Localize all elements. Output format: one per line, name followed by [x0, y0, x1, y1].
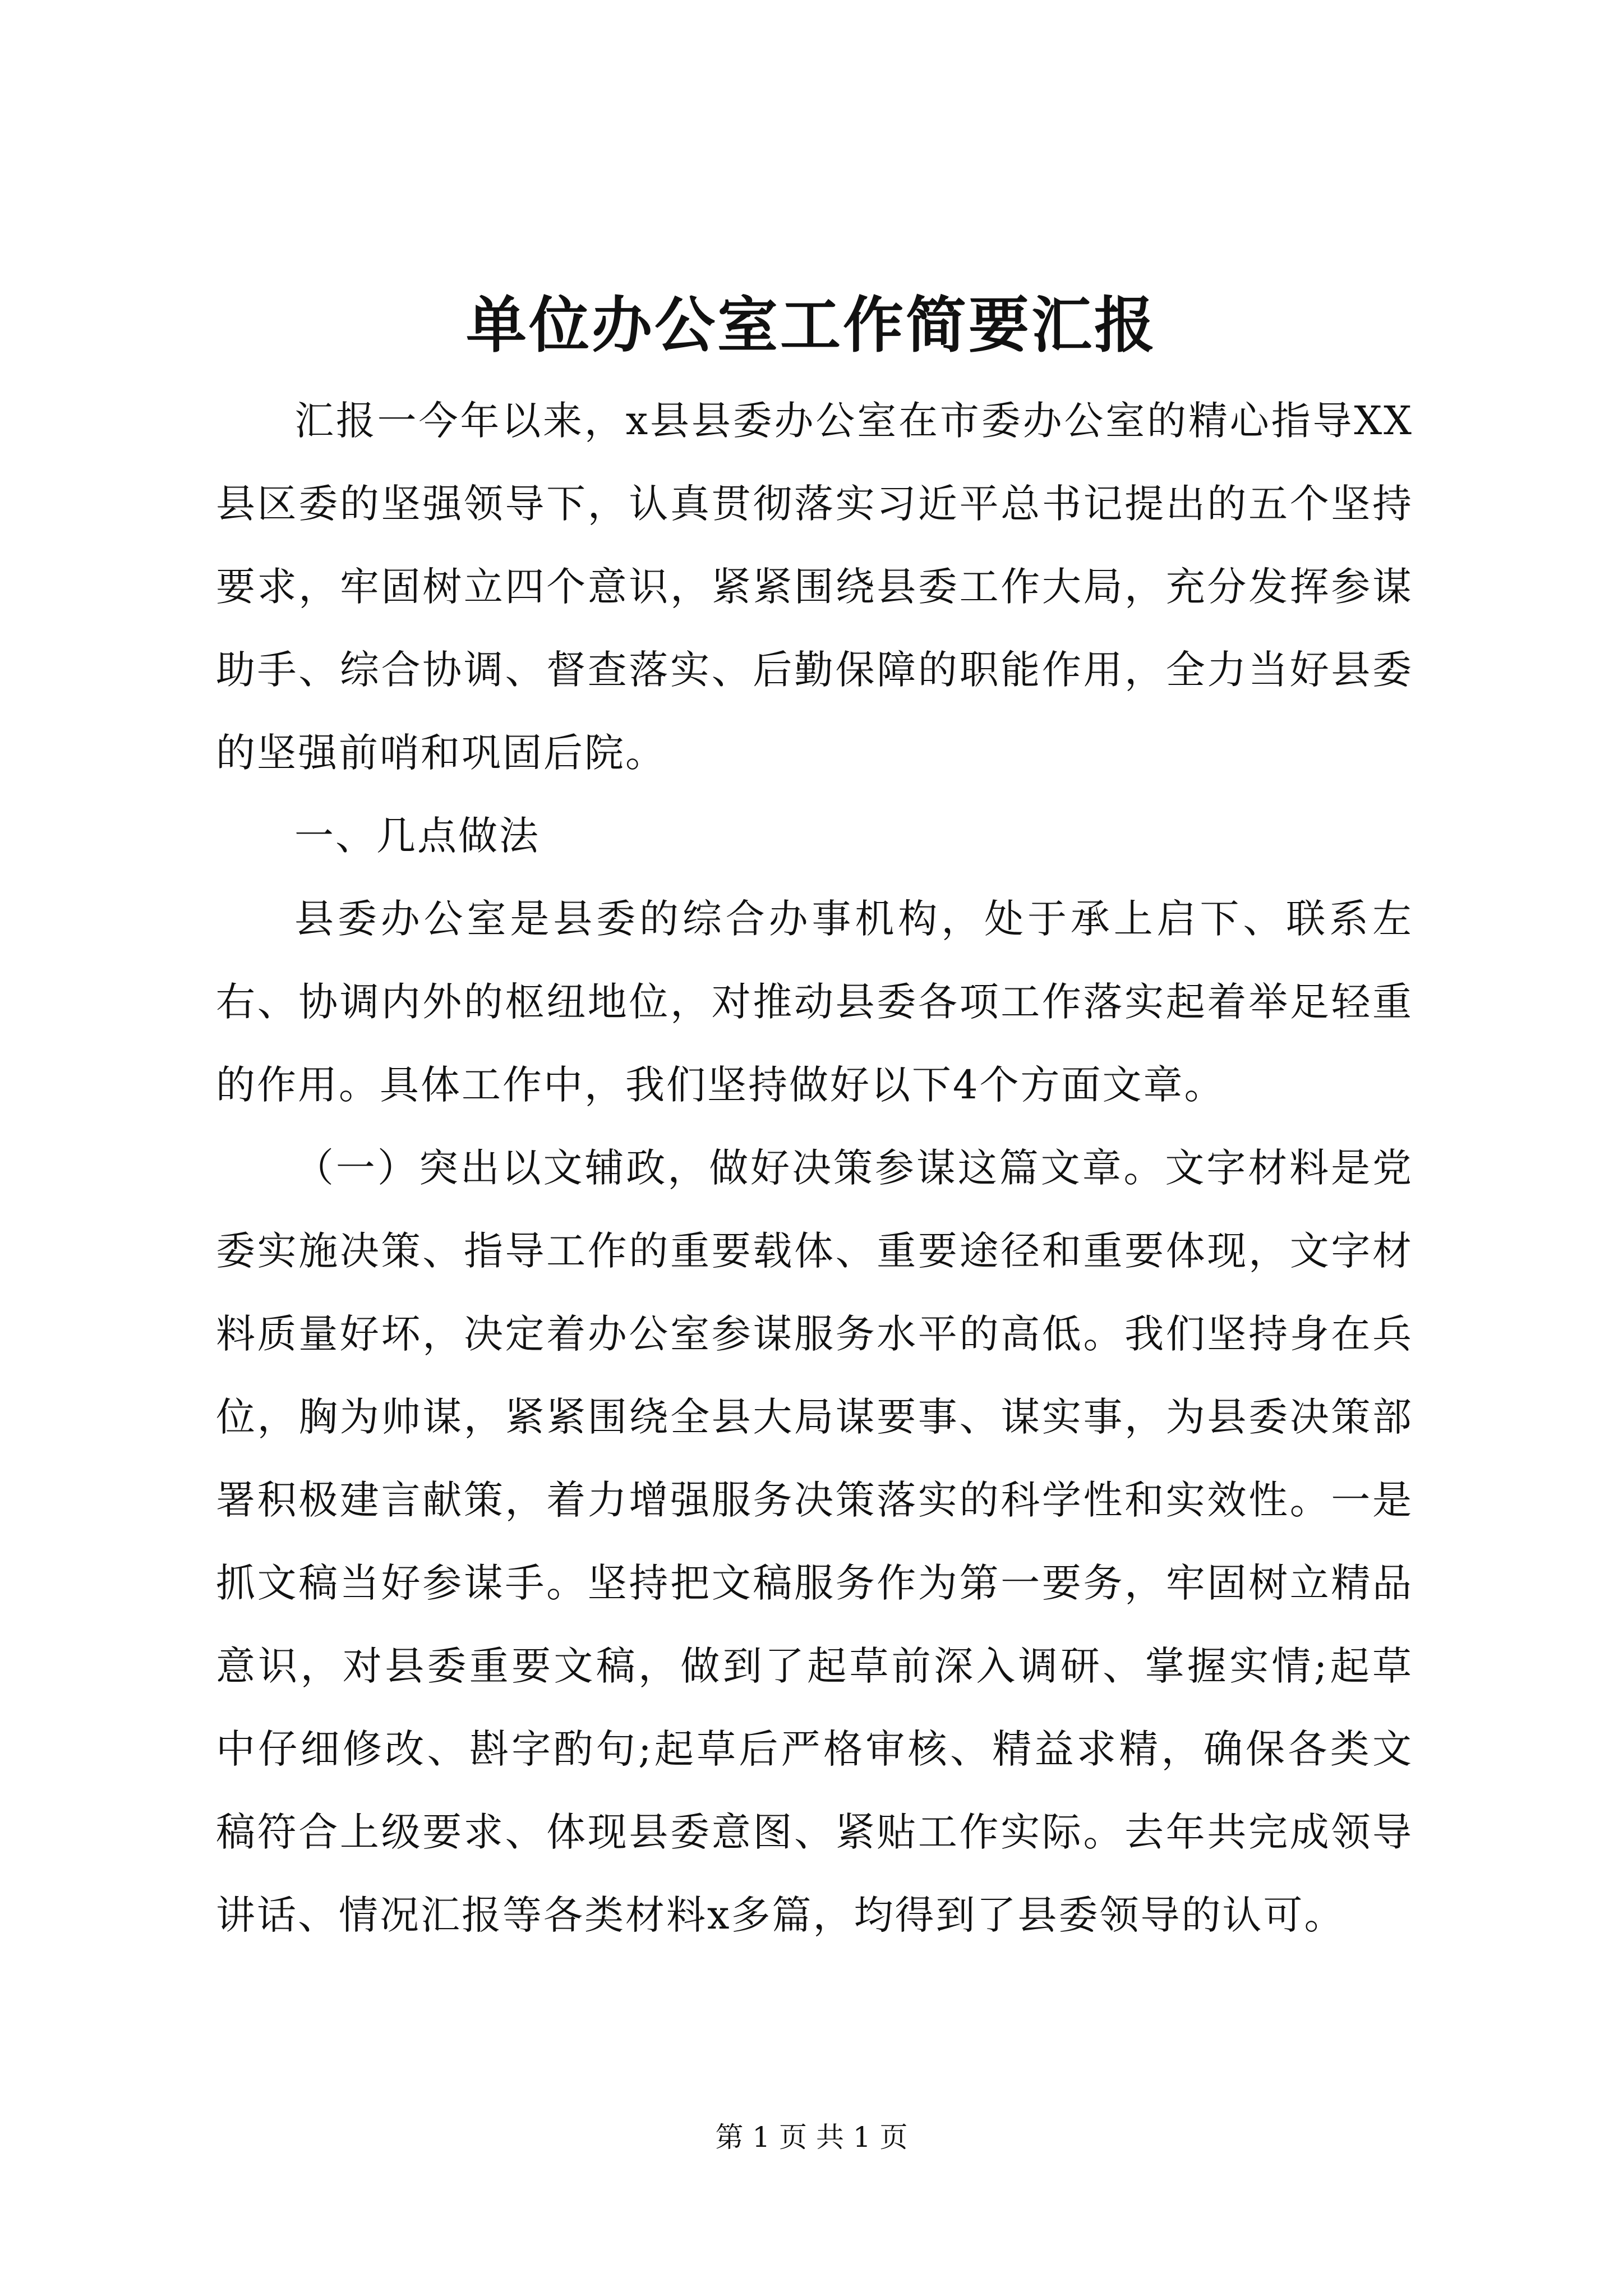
document-body	[216, 379, 1413, 1957]
subsection-paragraph: （一）突出以文辅政，做好决策参谋这篇文章。文字材料是党委实施决策、指导工作的重要载体、重要途径和重要体现，文字材料质量好坏，决定着办公室参谋服务水平的高低。我们坚持身在兵位，胸为帅谋，紧紧围绕全县大局谋要事、谋实事，为县委决策部署积极建言献策，着力增强服务决策落实的科学性和实效性。一是抓文稿当好参谋手。坚持把文稿服务作为第一要务，牢固树立精品意识，对县委重要文稿，做到了起草前深入调研、掌握实情;起草中仔细修改、斟字酌句;起草后严格审核、精益求精，确保各类文稿符合上级要求、体现县委意图、紧贴工作实际。去年共完成领导讲话、情况汇报等各类材料x多篇，均得到了县委领导的认可。	[216, 1145, 1413, 1938]
document-title: 单位办公室工作简要汇报	[465, 290, 1157, 361]
page-footer: 第 1 页 共 1 页	[715, 2121, 908, 2154]
section-heading: 一、几点做法	[294, 813, 540, 859]
intro-paragraph: 汇报一今年以来，x县县委办公室在市委办公室的精心指导XX县区委的坚强领导下，认真贯彻落实习近平总书记提出的五个坚持要求，牢固树立四个意识，紧紧围绕县委工作大局，充分发挥参谋助手、综合协调、督查落实、后勤保障的职能作用，全力当好县委的坚强前哨和巩固后院。	[216, 398, 1413, 776]
section-paragraph: 县委办公室是县委的综合办事机构，处于承上启下、联系左右、协调内外的枢纽地位，对推动县委各项工作落实起着举足轻重的作用。具体工作中，我们坚持做好以下4个方面文章。	[216, 896, 1413, 1108]
